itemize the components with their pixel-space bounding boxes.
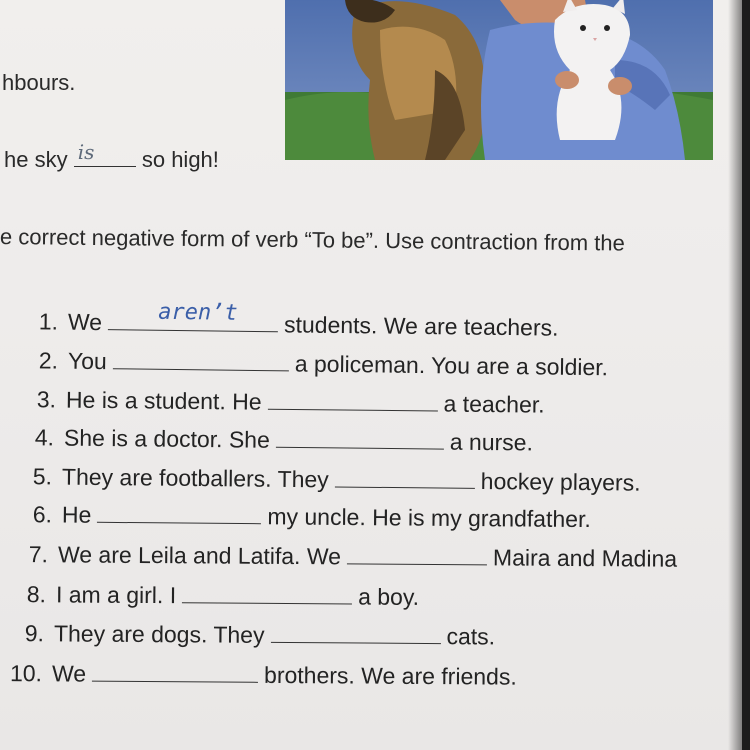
item-text-after: a boy. <box>358 583 420 610</box>
example-sentence-start: he sky <box>4 147 68 172</box>
answer-blank[interactable] <box>113 346 289 371</box>
item-number: 10. <box>9 660 43 687</box>
item-text-before: We <box>67 308 103 336</box>
exercise-item <box>8 422 533 456</box>
exercise-item <box>0 618 495 650</box>
handwritten-example-answer: is <box>77 140 95 164</box>
item-text-before: They are dogs. They <box>53 620 265 648</box>
item-number: 9. <box>24 620 45 647</box>
item-text-before: I am a girl. I <box>55 581 177 609</box>
item-number: 8. <box>26 581 47 608</box>
previous-sentence-fragment: hbours. <box>2 70 76 95</box>
item-text-before: She is a doctor. She <box>63 424 270 453</box>
item-number: 5. <box>32 463 53 490</box>
item-text-after: students. We are teachers. <box>283 311 559 341</box>
handwritten-answer: aren’t <box>158 299 238 326</box>
example-sentence-end: so high! <box>141 147 219 172</box>
answer-blank[interactable] <box>270 620 440 644</box>
item-number: 1. <box>38 308 59 335</box>
item-text-before: We are Leila and Latifa. We <box>57 541 342 570</box>
item-number: 3. <box>36 386 57 413</box>
exercise-instruction: e correct negative form of verb “To be”. Use contraction from the <box>0 224 625 256</box>
item-text-before: You <box>67 347 107 375</box>
exercise-item <box>0 579 419 611</box>
item-text-before: We <box>51 660 87 687</box>
exercise-item <box>0 658 517 691</box>
answer-blank[interactable] <box>335 464 475 488</box>
exercise-item <box>6 499 591 533</box>
answer-blank[interactable] <box>347 541 487 565</box>
item-number: 4. <box>34 424 55 451</box>
item-number: 2. <box>38 347 59 374</box>
item-number: 6. <box>32 501 53 528</box>
item-text-after: brothers. We are friends. <box>263 661 517 690</box>
exercise-item <box>12 345 608 381</box>
page-edge-shadow <box>728 0 742 750</box>
item-text-after: my uncle. He is my grandfather. <box>267 503 591 533</box>
item-text-after: a nurse. <box>449 428 534 456</box>
item-text-before: He <box>61 501 92 528</box>
item-text-after: hockey players. <box>480 467 641 496</box>
item-text-after: a policeman. You are a soldier. <box>294 350 609 381</box>
answer-blank[interactable] <box>97 500 261 524</box>
item-text-after: a teacher. <box>443 390 545 418</box>
answer-blank[interactable] <box>92 659 258 683</box>
item-text-before: He is a student. He <box>65 386 262 415</box>
answer-blank[interactable] <box>276 425 444 450</box>
item-number: 7. <box>28 541 49 568</box>
exercise-item <box>10 384 545 419</box>
answer-blank[interactable] <box>268 387 438 412</box>
item-text-after: cats. <box>446 623 496 650</box>
item-text-before: They are footballers. They <box>61 463 329 493</box>
exercise-item <box>6 461 641 497</box>
item-text-after: Maira and Madina <box>492 544 678 572</box>
exercise-item <box>12 299 559 342</box>
answer-blank[interactable] <box>182 580 352 604</box>
cut-off-next-line <box>0 736 742 750</box>
exercise-item <box>2 539 677 573</box>
answer-blank[interactable] <box>108 299 278 332</box>
